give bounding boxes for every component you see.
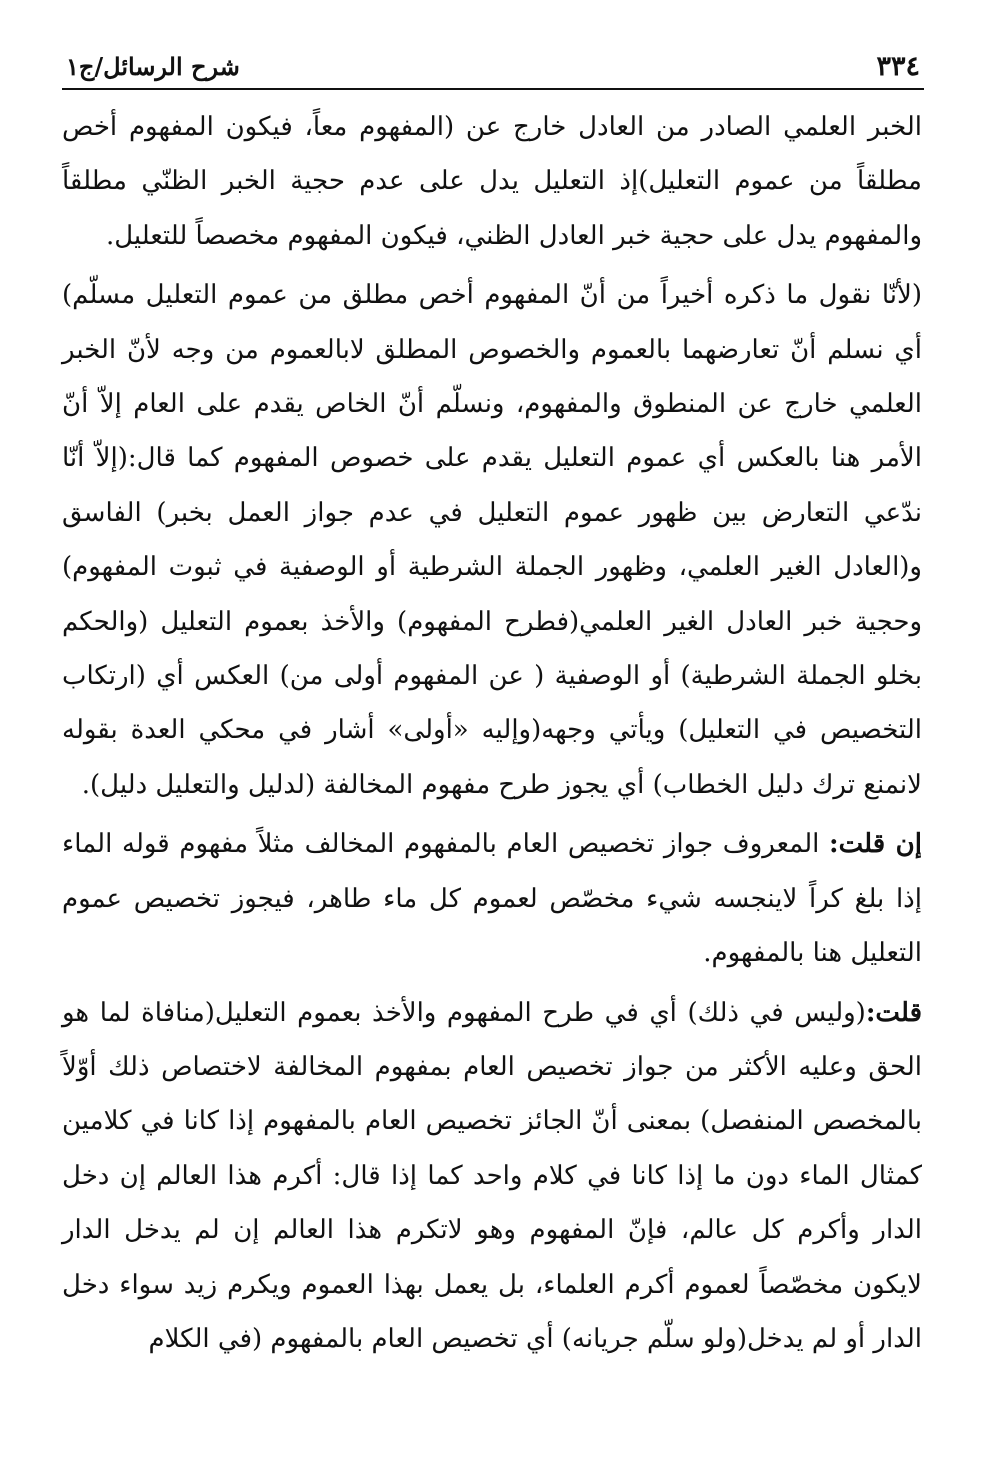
paragraph-text: الخبر العلمي الصادر من العادل خارج عن (المفهوم معاً، فيكون المفهوم أخص مطلقاً من عموم التعليل)إذ التعليل يدل على عدم حجية الخبر الظنّي مطلقاً والمفهوم يدل على حجية خبر العادل الظني، فيكون المفهوم مخصصاً للتعليل. — [62, 112, 922, 251]
paragraph — [62, 268, 924, 812]
paragraph-text: (وليس في ذلك) أي في طرح المفهوم والأخذ بعموم التعليل(منافاة لما هو الحق وعليه الأكثر من جواز تخصيص العام بمفهوم المخالفة لاختصاص ذلك أوّلاً بالمخصص المنفصل) بمعنى أنّ الجائز تخصيص العام بالمفهوم إذا كانا في كلامين كمثال الماء دون ما إذا كانا في كلام واحد كما إذا قال: أكرم هذا العالم إن دخل الدار وأكرم كل عالم، فإنّ المفهوم وهو لاتكرم هذا العالم إن لم يدخل الدار لايكون مخصّصاً لعموم أكرم العلماء، بل يعمل بهذا العموم ويكرم زيد سواء دخل الدار أو لم يدخل(ولو سلّم جريانه) أي تخصيص العام بالمفهوم (في الكلام — [62, 997, 922, 1354]
paragraph-text: (لأنّا نقول ما ذكره أخيراً من أنّ المفهوم أخص مطلق من عموم التعليل مسلّم) أي نسلم أنّ تعارضهما بالعموم والخصوص المطلق لابالعموم من وجه لأنّ الخبر العلمي خارج عن المنطوق والمفهوم، ونسلّم أنّ الخاص يقدم على العام إلاّ أنّ الأمر هنا بالعكس أي عموم التعليل يقدم على خصوص المفهوم كما قال:(إلاّ أنّا ندّعي التعارض بين ظهور عموم التعليل في عدم جواز العمل بخبر) الفاسق و(العادل الغير العلمي، وظهور الجملة الشرطية أو الوصفية في ثبوت المفهوم) وحجية خبر العادل الغير العلمي(فطرح المفهوم) والأخذ بعموم التعليل (والحكم بخلو الجملة الشرطية) أو الوصفية ( عن المفهوم أولى من) العكس أي (ارتكاب التخصيص في التعليل) ويأتي وجهه(وإليه «أولى» أشار في محكي العدة بقوله لانمنع ترك دليل الخطاب) أي يجوز طرح مفهوم المخالفة (لدليل والتعليل دليل). — [62, 280, 922, 800]
paragraph-lead: إن قلت: — [829, 829, 922, 860]
paragraph — [62, 817, 924, 980]
paragraph — [62, 100, 924, 263]
paragraph-lead: قلت: — [865, 997, 922, 1028]
paragraph — [62, 986, 924, 1367]
book-title: شرح الرسائل/ج١ — [66, 52, 240, 81]
page-number: ٣٣٤ — [876, 51, 920, 82]
page-body — [62, 90, 924, 1366]
book-page — [62, 38, 924, 1438]
running-header — [62, 38, 924, 90]
paragraph-text: المعروف جواز تخصيص العام بالمفهوم المخالف مثلاً مفهوم قوله الماء إذا بلغ كراً لاينجسه شيء مخصّص لعموم كل ماء طاهر، فيجوز تخصيص عموم التعليل هنا بالمفهوم. — [62, 829, 922, 969]
